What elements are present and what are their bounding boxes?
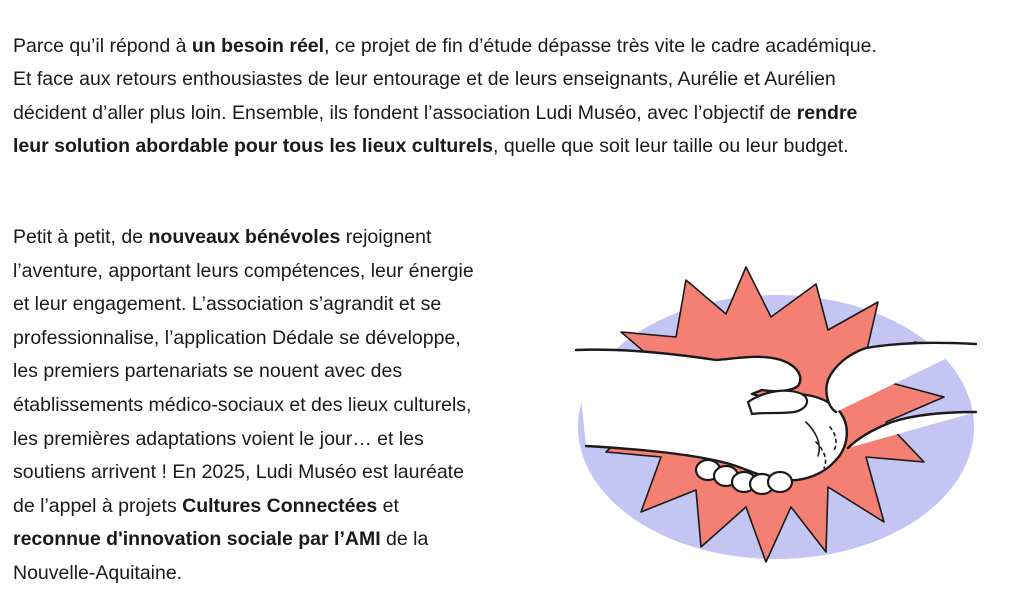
text-segment: , quelle que soit leur taille ou leur budget. xyxy=(493,134,849,157)
paragraph-line xyxy=(13,523,573,557)
bold-text: reconnue d'innovation sociale par l’AMI xyxy=(13,528,381,551)
bold-text: un besoin réel xyxy=(191,35,325,57)
paragraph-line: professionnalise, l’application Dédale se développe, xyxy=(13,326,461,349)
text-segment: de l’appel à projets xyxy=(13,494,183,517)
growth-paragraph xyxy=(13,221,573,591)
text-segment: et xyxy=(377,494,399,517)
text-segment: rejoignent xyxy=(340,226,432,248)
paragraph-line: les premières adaptations voient le jour… et les xyxy=(13,427,424,450)
bold-text: leur solution abordable pour tous les lieux culturels xyxy=(13,134,493,157)
paragraph-line xyxy=(13,130,1018,163)
paragraph-line: soutiens arrivent ! En 2025, Ludi Muséo est lauréate xyxy=(13,461,464,484)
paragraph-line xyxy=(13,490,573,524)
paragraph-line: et leur engagement. L’association s’agrandit et se xyxy=(13,293,442,316)
paragraph-line: les premiers partenariats se nouent avec des xyxy=(13,360,403,383)
paragraph-line: établissements médico-sociaux et des lieux culturels, xyxy=(13,393,472,416)
paragraph-line xyxy=(13,30,1018,63)
paragraph-line: Et face aux retours enthousiastes de leur entourage et de leurs enseignants, Aurélie et Aurélien xyxy=(13,68,836,91)
bold-text: nouveaux bénévoles xyxy=(148,226,341,248)
paragraph-line: l’aventure, apportant leurs compétences, leur énergie xyxy=(13,259,474,282)
paragraph-line: Nouvelle-Aquitaine. xyxy=(13,561,183,584)
text-segment: de la xyxy=(380,528,429,551)
bold-text: rendre xyxy=(796,101,858,124)
intro-paragraph xyxy=(13,30,1018,163)
text-segment: Parce qu’il répond à xyxy=(13,35,192,57)
text-segment: , ce projet de fin d’étude dépasse très vite le cadre académique. xyxy=(324,35,877,57)
bold-text: Cultures Connectées xyxy=(182,494,378,517)
text-segment: Petit à petit, de xyxy=(13,226,149,248)
paragraph-line xyxy=(13,97,1018,130)
handshake-icon xyxy=(566,262,986,597)
text-segment: décident d’aller plus loin. Ensemble, ils fondent l’association Ludi Muséo, avec l’objectif de xyxy=(13,101,797,124)
paragraph-line xyxy=(13,221,573,255)
